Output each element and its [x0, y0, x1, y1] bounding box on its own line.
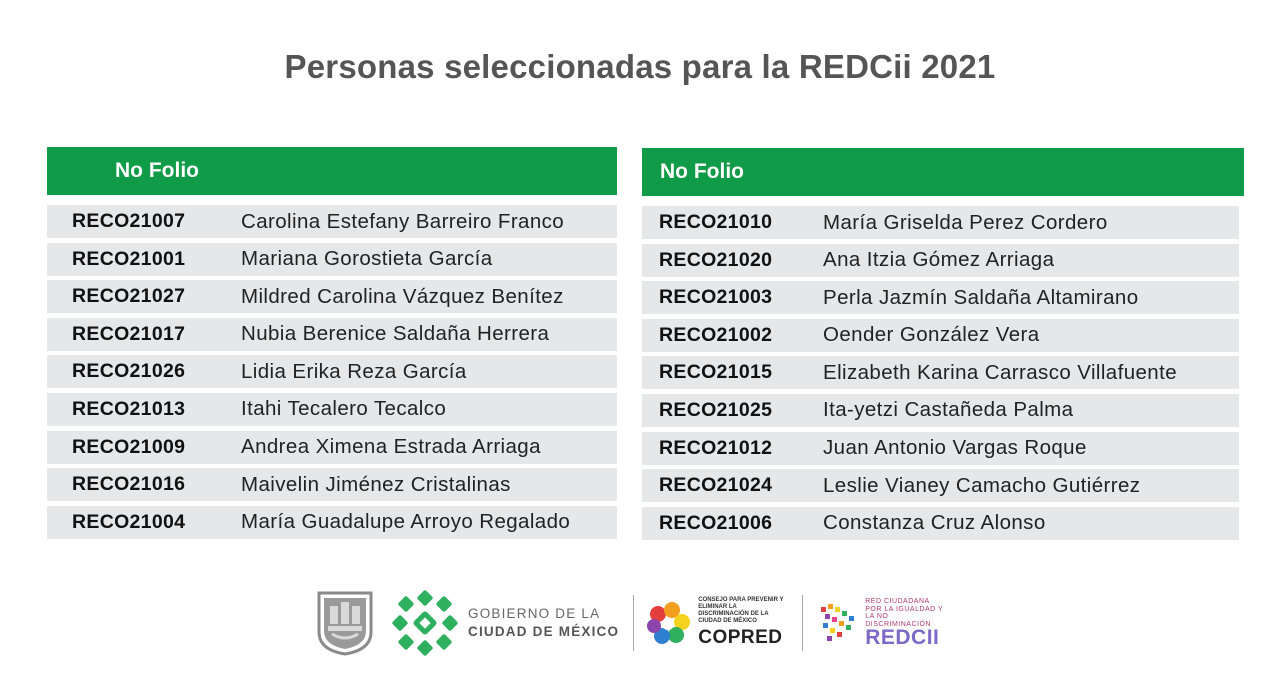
table-row: [642, 319, 1239, 352]
folio-number: RECO21009: [72, 435, 186, 458]
table-row: [642, 281, 1239, 314]
folio-number: RECO21024: [659, 474, 773, 497]
redcii-logo-icon: [819, 601, 859, 645]
copred-name: COPRED: [698, 627, 783, 648]
person-name: Oender González Vera: [823, 323, 1040, 347]
table-row: [642, 432, 1239, 465]
table-header-left: [47, 147, 617, 195]
person-name: Juan Antonio Vargas Roque: [823, 436, 1087, 460]
table-row: [47, 243, 617, 276]
folio-number: RECO21027: [72, 285, 186, 308]
folio-number: RECO21004: [72, 510, 186, 533]
folio-number: RECO21010: [659, 211, 773, 233]
redcii-name: REDCII: [865, 626, 940, 649]
folio-number: RECO21013: [72, 397, 186, 420]
folio-number: RECO21006: [659, 511, 773, 534]
gobierno-line-1: GOBIERNO DE LA: [468, 606, 601, 621]
footer-divider: [802, 595, 803, 651]
copred-text: [698, 597, 788, 649]
table-row: [47, 506, 617, 539]
copred-logo-icon: [646, 600, 692, 646]
person-name: Andrea Ximena Estrada Arriaga: [241, 435, 541, 459]
footer-divider: [633, 595, 634, 651]
table-row: [642, 507, 1239, 540]
person-name: Carolina Estefany Barreiro Franco: [241, 209, 565, 233]
rows-left: [47, 205, 617, 539]
folio-number: RECO21015: [659, 361, 773, 384]
table-row: [642, 394, 1239, 427]
person-name: Lidia Erika Reza García: [241, 359, 467, 383]
person-name: María Griselda Perez Cordero: [823, 210, 1108, 234]
folio-table-left: [47, 147, 617, 543]
folio-number: RECO21025: [659, 398, 773, 421]
gobierno-line-2: CIUDAD DE MÉXICO: [468, 624, 620, 639]
table-row: [642, 469, 1239, 502]
table-row: [47, 431, 617, 464]
table-row: [47, 468, 617, 501]
person-name: María Guadalupe Arroyo Regalado: [241, 510, 571, 534]
cdmx-shield-icon: [316, 590, 374, 656]
folio-number: RECO21026: [72, 360, 186, 383]
person-name: Mildred Carolina Vázquez Benítez: [241, 284, 564, 308]
person-name: Ana Itzia Gómez Arriaga: [823, 248, 1055, 272]
person-name: Itahi Tecalero Tecalco: [241, 397, 447, 421]
header-label: No Folio: [115, 159, 199, 182]
redcii-subtitle: RED CIUDADANA POR LA IGUALDAD Y LA NO DISCRIMINACIÓN: [865, 598, 944, 628]
person-name: Nubia Berenice Saldaña Herrera: [241, 322, 550, 346]
person-name: Constanza Cruz Alonso: [823, 511, 1046, 535]
person-name: Mariana Gorostieta García: [241, 247, 493, 271]
footer-logos: [316, 588, 945, 658]
header-label: No Folio: [660, 160, 744, 183]
page-title: Personas seleccionadas para la REDCii 2021: [284, 48, 996, 85]
redcii-text: [865, 598, 945, 648]
table-row: [642, 244, 1239, 277]
table-row: [642, 206, 1239, 239]
folio-number: RECO21001: [72, 247, 186, 270]
person-name: Ita-yetzi Castañeda Palma: [823, 398, 1074, 422]
cdmx-gobierno-logo-icon: [392, 590, 458, 656]
table-header-right: [642, 148, 1244, 196]
folio-number: RECO21016: [72, 473, 186, 496]
table-row: [47, 393, 617, 426]
copred-subtitle: CONSEJO PARA PREVENIR Y ELIMINAR LA DISCRIMINACIÓN DE LA CIUDAD DE MÉXICO: [698, 597, 784, 624]
folio-number: RECO21017: [72, 322, 186, 345]
table-row: [47, 355, 617, 388]
person-name: Maivelin Jiménez Cristalinas: [241, 472, 511, 496]
folio-number: RECO21002: [659, 323, 773, 346]
folio-number: RECO21003: [659, 286, 773, 309]
person-name: Leslie Vianey Camacho Gutiérrez: [823, 473, 1141, 497]
gobierno-text: [468, 605, 619, 641]
folio-number: RECO21007: [72, 210, 186, 232]
rows-right: [642, 206, 1244, 540]
folio-number: RECO21020: [659, 248, 773, 271]
table-row: [47, 280, 617, 313]
folio-table-right: [642, 148, 1244, 544]
person-name: Elizabeth Karina Carrasco Villafuente: [823, 360, 1178, 384]
person-name: Perla Jazmín Saldaña Altamirano: [823, 285, 1139, 309]
table-row: [47, 318, 617, 351]
table-row: [642, 356, 1239, 389]
folio-number: RECO21012: [659, 436, 773, 459]
table-row: [47, 205, 617, 238]
